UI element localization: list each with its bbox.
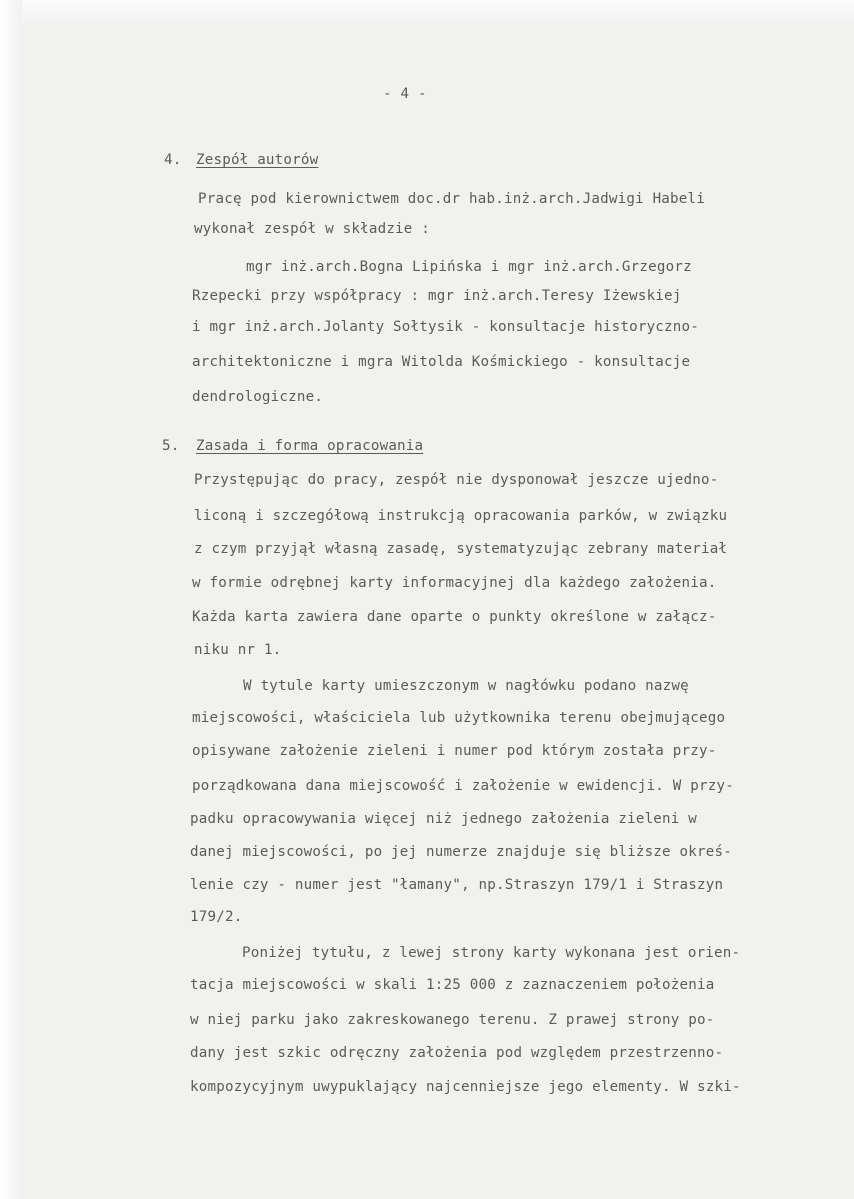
- paragraph-line: liconą i szczegółową instrukcją opracowania parków, w związku: [194, 508, 728, 524]
- paragraph-line: tacja miejscowości w skali 1:25 000 z zaznaczeniem położenia: [190, 977, 715, 993]
- paragraph-line: lenie czy - numer jest "łamany", np.Straszyn 179/1 i Straszyn: [190, 877, 724, 893]
- paragraph-line: porządkowana dana miejscowość i założenie w ewidencji. W przy-: [192, 778, 734, 794]
- paragraph-line: miejscowości, właściciela lub użytkownika terenu obejmującego: [192, 710, 726, 726]
- paragraph-line: kompozycyjnym uwypuklający najcenniejsze jego elementy. W szki-: [190, 1079, 741, 1095]
- paragraph-line: Każda karta zawiera dane oparte o punkty określone w załącz-: [192, 609, 717, 625]
- paragraph-line: w niej parku jako zakreskowanego terenu. Z prawej strony po-: [190, 1012, 715, 1028]
- paragraph-line: padku opracowywania więcej niż jednego założenia zieleni w: [190, 811, 698, 827]
- paragraph-line: w formie odrębnej karty informacyjnej dla każdego założenia.: [192, 575, 717, 591]
- paragraph-line: Przystępując do pracy, zespół nie dysponował jeszcze ujedno-: [194, 472, 719, 488]
- section-4-number: 4.: [164, 152, 182, 168]
- section-5-heading: Zasada i forma opracowania: [196, 438, 424, 454]
- paragraph-line: Pracę pod kierownictwem doc.dr hab.inż.arch.Jadwigi Habeli: [198, 191, 706, 207]
- paragraph-line: 179/2.: [190, 909, 243, 925]
- section-5-number: 5.: [162, 438, 180, 454]
- paragraph-line: Poniżej tytułu, z lewej strony karty wykonana jest orien-: [242, 945, 741, 961]
- paragraph-line: Rzepecki przy współpracy : mgr inż.arch.Teresy Iżewskiej: [192, 288, 682, 304]
- scan-shadow-left: [0, 0, 22, 1199]
- paragraph-line: W tytule karty umieszczonym w nagłówku podano nazwę: [243, 678, 689, 694]
- paragraph-line: i mgr inż.arch.Jolanty Sołtysik - konsultacje historyczno-: [192, 319, 700, 335]
- paragraph-line: dany jest szkic odręczny założenia pod względem przestrzenno-: [190, 1045, 724, 1061]
- paragraph-line: architektoniczne i mgra Witolda Kośmickiego - konsultacje: [192, 354, 691, 370]
- paragraph-line: z czym przyjął własną zasadę, systematyzując zebrany materiał: [194, 541, 728, 557]
- paragraph-line: wykonał zespół w składzie :: [194, 221, 431, 237]
- scan-shadow-top: [0, 0, 854, 28]
- paragraph-line: niku nr 1.: [194, 642, 282, 658]
- paragraph-line: danej miejscowości, po jej numerze znajduje się bliższe okreś-: [190, 844, 732, 860]
- paragraph-line: opisywane założenie zieleni i numer pod którym została przy-: [192, 743, 717, 759]
- page-number: - 4 -: [383, 86, 427, 102]
- paragraph-line: mgr inż.arch.Bogna Lipińska i mgr inż.arch.Grzegorz: [246, 259, 692, 275]
- paragraph-line: dendrologiczne.: [192, 389, 324, 405]
- section-4-heading: Zespół autorów: [196, 152, 319, 168]
